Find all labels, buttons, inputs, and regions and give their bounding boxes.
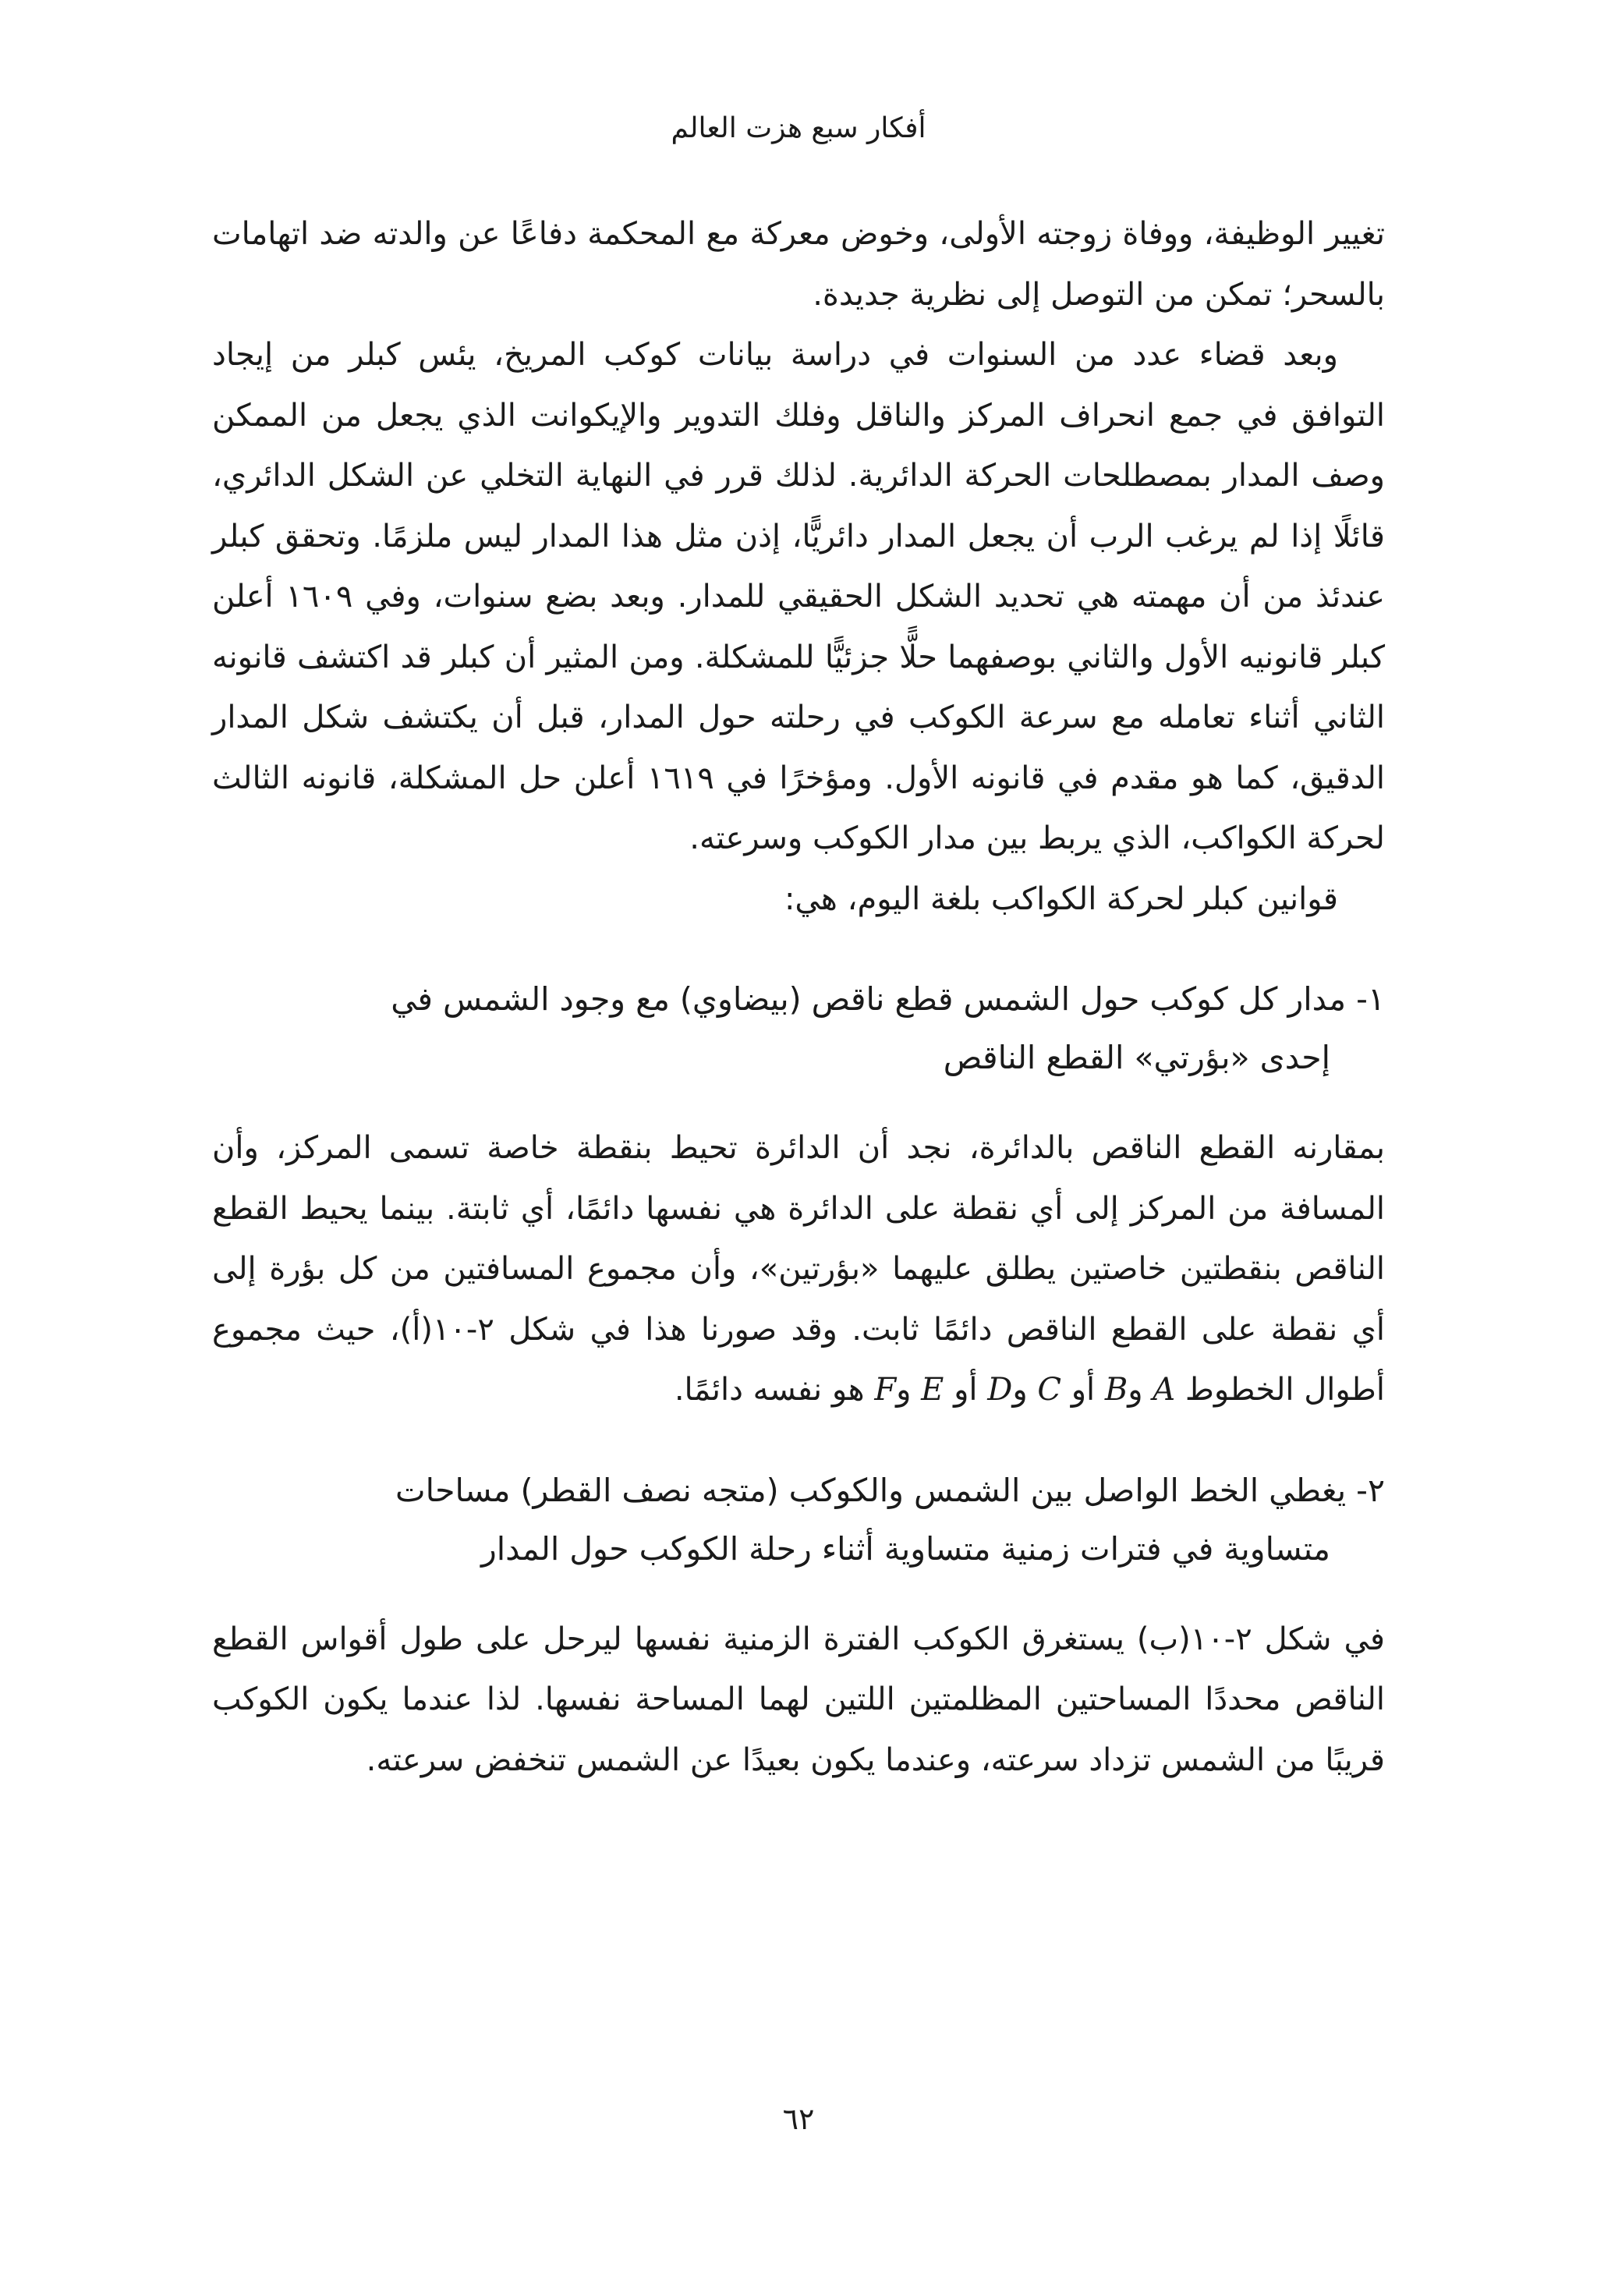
conj-or: أو	[954, 1372, 978, 1408]
body-text	[212, 204, 1385, 1791]
page-number: ٦٢	[782, 2102, 815, 2136]
conj-and: و	[896, 1372, 912, 1408]
kepler-law-2-line-1: ٢- يغطي الخط الواصل بين الشمس والكوكب (متجه نصف القطر) مساحات	[395, 1471, 1385, 1509]
line-label-a: A	[1153, 1372, 1176, 1408]
line-label-d: D	[987, 1372, 1013, 1408]
conj-and: و	[1128, 1372, 1143, 1408]
kepler-law-2	[212, 1462, 1385, 1578]
paragraph-4-figure-ref: ٢-١٠(أ)، حيث مجموع أطوال الخطوط	[212, 1311, 1385, 1408]
line-label-e: E	[921, 1372, 944, 1408]
paragraph-1: تغيير الوظيفة، ووفاة زوجته الأولى، وخوض معركة مع المحكمة دفاعًا عن والدته ضد اتهامات بالسحر؛ تمكن من التوصل إلى نظرية جديدة.	[212, 216, 1385, 313]
kepler-law-1-line-1: ١- مدار كل كوكب حول الشمس قطع ناقص (بيضاوي) مع وجود الشمس في	[391, 980, 1385, 1018]
conj-or: أو	[1071, 1372, 1096, 1408]
paragraph-5: في شكل ٢-١٠(ب) يستغرق الكوكب الفترة الزمنية نفسها ليرحل على طول أقواس القطع الناقص محددًا المساحتين المظلمتين اللتين لهما المساحة نفسها. لذا عندما يكون الكوكب قريبًا من الشمس تزداد سرعته، وعندما يكون بعيدًا عن الشمس تنخفض سرعته.	[212, 1621, 1385, 1778]
paragraph-4-end: هو نفسه دائمًا.	[674, 1372, 865, 1408]
paragraph-3: قوانين كبلر لحركة الكواكب بلغة اليوم، هي:	[784, 880, 1338, 917]
kepler-law-1-line-2: إحدى «بؤرتي» القطع الناقص	[943, 1039, 1330, 1076]
line-label-f: F	[874, 1372, 897, 1408]
conj-and: و	[1012, 1372, 1028, 1408]
line-label-b: B	[1104, 1372, 1128, 1408]
paragraph-4-text: بمقارنه القطع الناقص بالدائرة، نجد أن الدائرة تحيط بنقطة خاصة تسمى المركز، وأن المسافة من المركز إلى أي نقطة على الدائرة هي نفسها دائمًا، أي ثابتة. بينما يحيط القطع الناقص بنقطتين خاصتين يطلق عليهما «بؤرتين»، وأن مجموع المسافتين من كل بؤرة إلى أي نقطة على القطع الناقص دائمًا ثابت. وقد صورنا هذا في شكل	[212, 1130, 1386, 1348]
paragraph-2: وبعد قضاء عدد من السنوات في دراسة بيانات كوكب المريخ، يئس كبلر من إيجاد التوافق في جمع انحراف المركز والناقل وفلك التدوير والإيكوانت الذي يجعل من الممكن وصف المدار بمصطلحات الحركة الدائرية. لذلك قرر في النهاية التخلي عن الشكل الدائري، قائلًا إذا لم يرغب الرب أن يجعل المدار دائريًّا، إذن مثل هذا المدار ليس ملزمًا. وتحقق كبلر عندئذ من أن مهمته هي تحديد الشكل الحقيقي للمدار. وبعد بضع سنوات، وفي ١٦٠٩ أعلن كبلر قانونيه الأول والثاني بوصفهما حلًّا جزئيًّا للمشكلة. ومن المثير أن كبلر قد اكتشف قانونه الثاني أثناء تعامله مع سرعة الكوكب في رحلته حول المدار، قبل أن يكتشف شكل المدار الدقيق، كما هو مقدم في قانونه الأول. ومؤخرًا في ١٦١٩ أعلن حل المشكلة، قانونه الثالث لحركة الكواكب، الذي يربط بين مدار الكوكب وسرعته.	[212, 337, 1386, 856]
line-label-c: C	[1037, 1372, 1061, 1408]
kepler-law-2-line-2: متساوية في فترات زمنية متساوية أثناء رحلة الكوكب حول المدار	[480, 1529, 1330, 1568]
kepler-law-1	[212, 970, 1385, 1087]
paragraph-4	[212, 1118, 1385, 1421]
running-header: أفكار سبع هزت العالم	[671, 112, 926, 144]
